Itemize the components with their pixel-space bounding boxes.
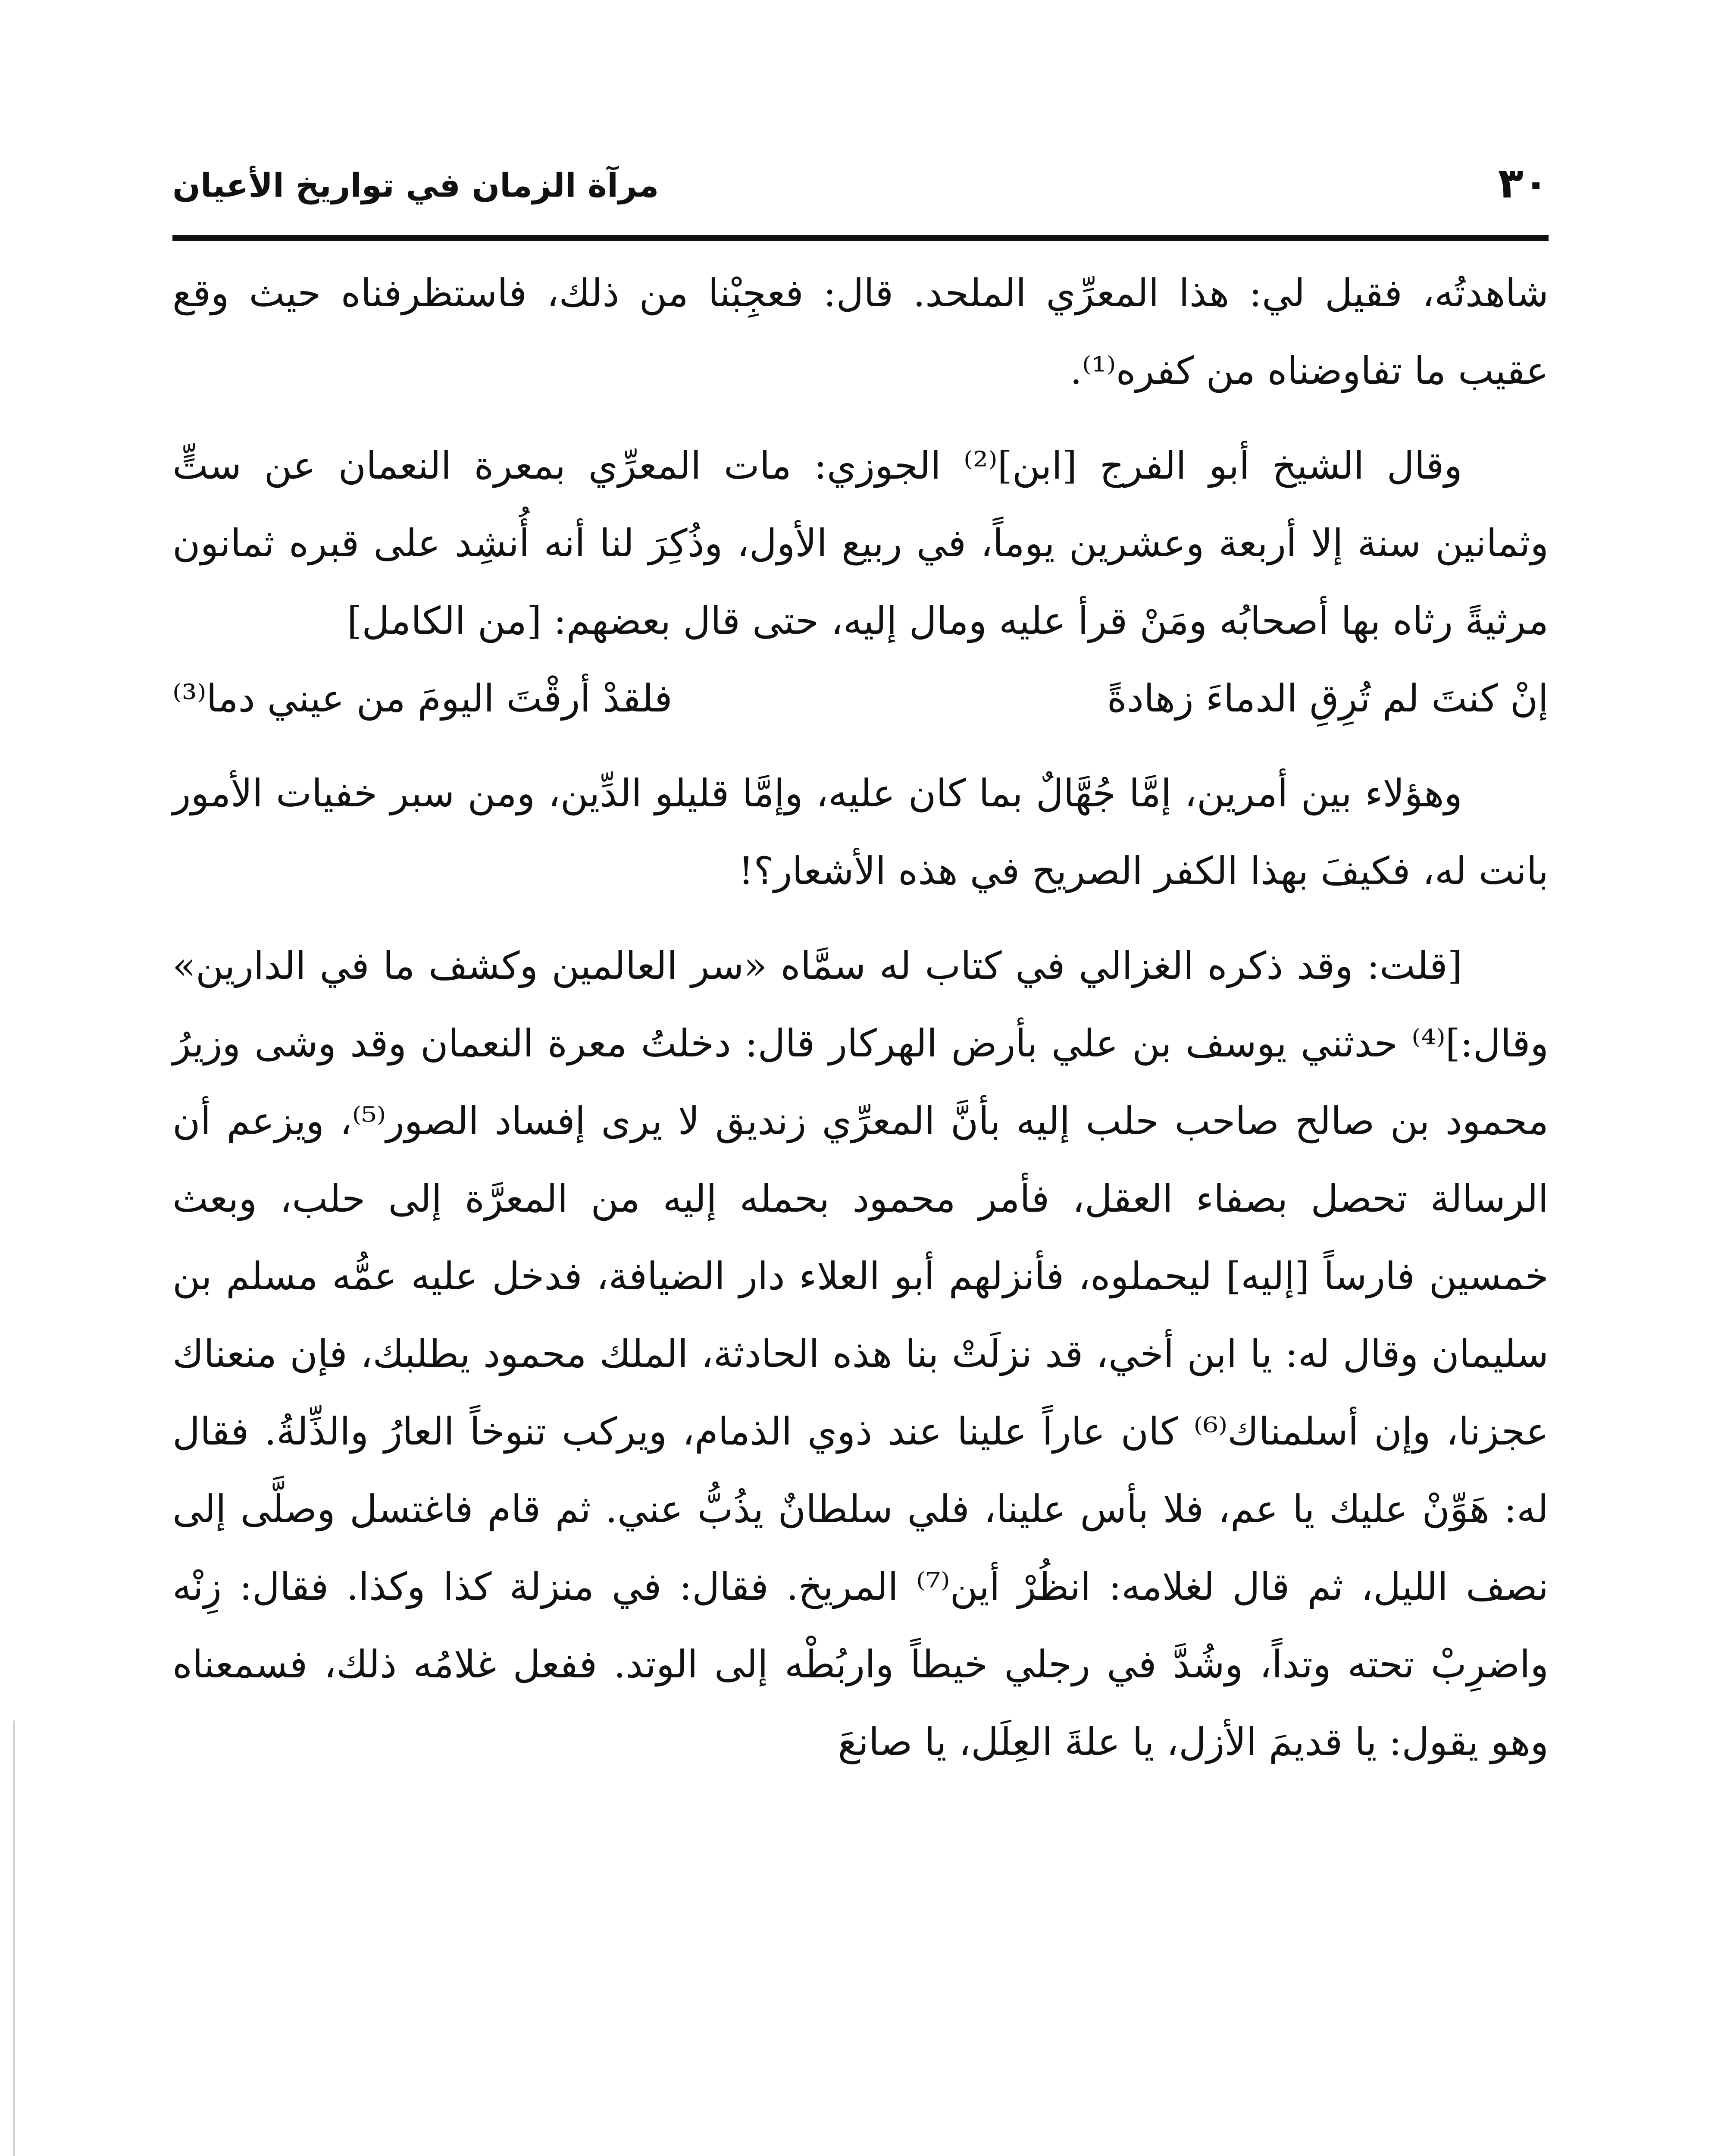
poem-first-hemistich: إنْ كنتَ لم تُرِقِ الدماءَ زهادةً xyxy=(1107,676,1549,721)
page-header xyxy=(172,147,1549,216)
running-title: مرآة الزمان في تواريخ الأعيان xyxy=(172,166,659,204)
paragraph: [قلت: وقد ذكره الغزالي في كتاب له سمَّاه «سر العالمين وكشف ما في الدارين» وقال:]⁽⁴⁾ حدثني يوسف بن علي بأرض الهركار قال: دخلتُ معرة النعمان وقد وشى وزيرُ محمود بن صالح صاحب حلب إليه بأنَّ المعرِّي زنديق لا يرى إفساد الصور⁽⁵⁾، ويزعم أن الرسالة تحصل بصفاء العقل، فأمر محمود بحمله إليه من المعرَّة إلى حلب، وبعث خمسين فارساً [إليه] ليحملوه، فأنزلهم أبو العلاء دار الضيافة، فدخل عليه عمُّه مسلم بن سليمان وقال له: يا ابن أخي، قد نزلَتْ بنا هذه الحادثة، الملك محمود يطلبك، فإن منعناك عجزنا، وإن أسلمناك⁽⁶⁾ كان عاراً علينا عند ذوي الذمام، ويركب تنوخاً العارُ والذِّلةُ. فقال له: هَوِّنْ عليك يا عم، فلا بأس علينا، فلي سلطانٌ يذُبُّ عني. ثم قام فاغتسل وصلَّى إلى نصف الليل، ثم قال لغلامه: انظُرْ أين⁽⁷⁾ المريخ. فقال: في منزلة كذا وكذا. فقال: زِنْه واضرِبْ تحته وتداً، وشُدَّ في رجلي خيطاً واربُطْه إلى الوتد. ففعل غلامُه ذلك، فسمعناه وهو يقول: يا قديمَ الأزل، يا علةَ العِلَل، يا صانعَ xyxy=(172,943,1549,1764)
scan-margin-line xyxy=(13,1720,15,2156)
paragraph: وهؤلاء بين أمرين، إمَّا جُهَّالٌ بما كان عليه، وإمَّا قليلو الدِّين، ومن سبر خفيات الأمور بانت له، فكيفَ بهذا الكفر الصريح في هذه الأشعار؟! xyxy=(172,771,1549,893)
paragraph: شاهدتُه، فقيل لي: هذا المعرِّي الملحد. قال: فعجِبْنا من ذلك، فاستظرفناه حيث وقع عقيب ما تفاوضناه من كفره⁽¹⁾. xyxy=(172,271,1549,393)
header-rule xyxy=(172,235,1549,241)
main-text xyxy=(172,254,1549,1781)
poem-verse xyxy=(172,660,1549,737)
page-number: ٣٠ xyxy=(1498,159,1549,207)
poem-second-hemistich: فلقدْ أرقْتَ اليومَ من عيني دما⁽³⁾ xyxy=(172,676,673,721)
paragraph: وقال الشيخ أبو الفرج [ابن]⁽²⁾ الجوزي: مات المعرِّي بمعرة النعمان عن ستٍّ وثمانين سنة إلا أربعة وعشرين يوماً، في ربيع الأول، وذُكِرَ لنا أنه أُنشِد على قبره ثمانون مرثيةً رثاه بها أصحابُه ومَنْ قرأ عليه ومال إليه، حتى قال بعضهم: [من الكامل] xyxy=(172,443,1549,643)
